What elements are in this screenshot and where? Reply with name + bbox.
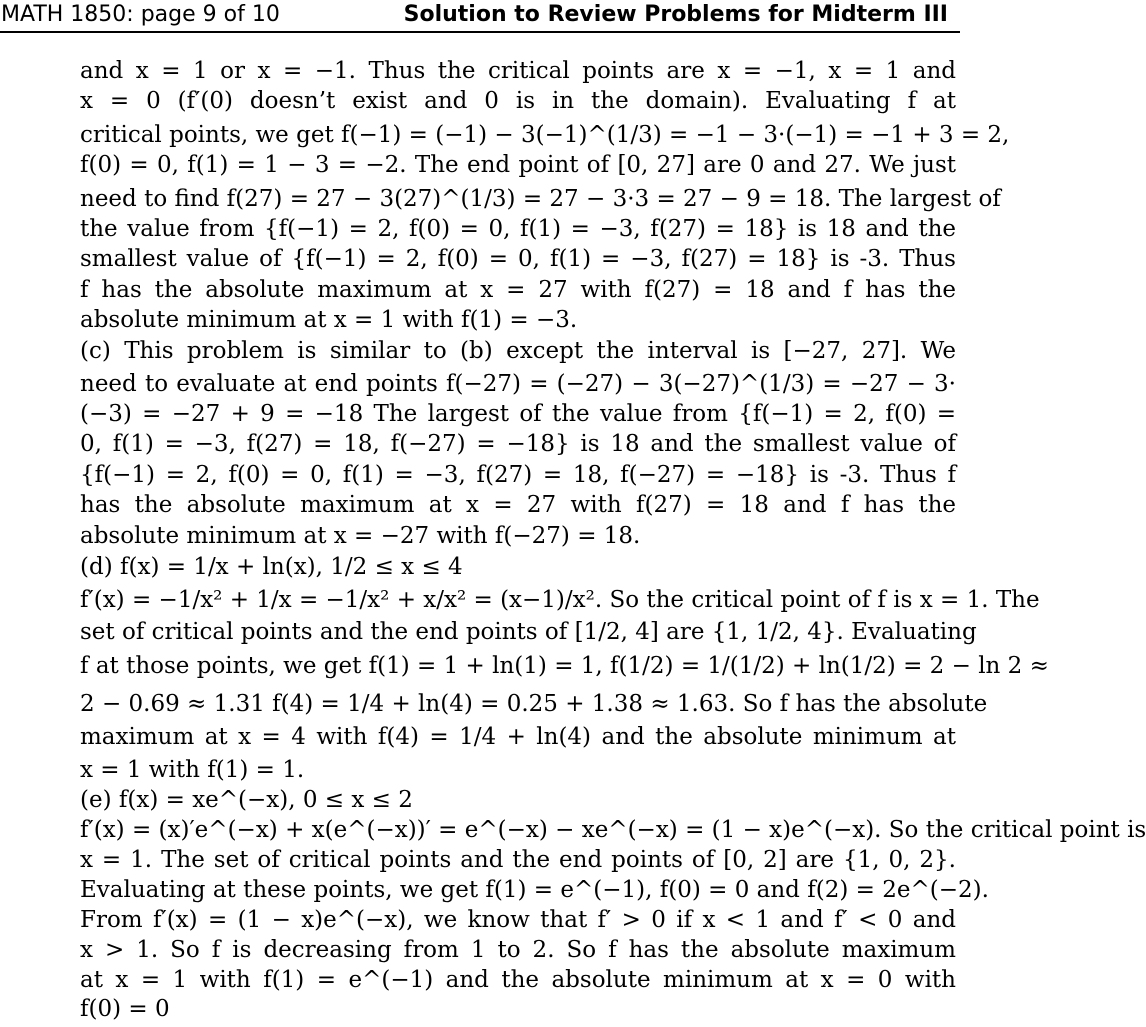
text-line: From f′(x) = (1 − x)e^(−x), we know that f′ > 0 if x < 1 and f′ < 0 and xyxy=(80,907,956,933)
text-line: f′(x) = (x)′e^(−x) + x(e^(−x))′ = e^(−x) − xe^(−x) = (1 − x)e^(−x). So the critical point is xyxy=(80,817,1146,843)
text-line: 0, f(1) = −3, f(27) = 18, f(−27) = −18} is 18 and the smallest value of xyxy=(80,431,956,457)
text-line: absolute minimum at x = 1 with f(1) = −3. xyxy=(80,307,578,333)
text-line: has the absolute maximum at x = 27 with f(27) = 18 and f has the xyxy=(80,492,956,518)
text-line: x = 1. The set of critical points and the end points of [0, 2] are {1, 0, 2}. xyxy=(80,847,956,873)
text-line: need to find f(27) = 27 − 3(27)^(1/3) = 27 − 3·3 = 27 − 9 = 18. The largest of xyxy=(80,186,1001,212)
text-line: (e) f(x) = xe^(−x), 0 ≤ x ≤ 2 xyxy=(80,787,413,813)
text-line: 2 − 0.69 ≈ 1.31 f(4) = 1/4 + ln(4) = 0.25 + 1.38 ≈ 1.63. So f has the absolute xyxy=(80,691,988,717)
text-line: x = 1 with f(1) = 1. xyxy=(80,757,305,783)
text-line: f′(x) = −1/x² + 1/x = −1/x² + x/x² = (x−1)/x². So the critical point of f is x = 1. The xyxy=(80,587,1040,613)
text-line: Evaluating at these points, we get f(1) = e^(−1), f(0) = 0 and f(2) = 2e^(−2). xyxy=(80,877,989,903)
text-line: (d) f(x) = 1/x + ln(x), 1/2 ≤ x ≤ 4 xyxy=(80,554,463,580)
header-left: MATH 1850: page 9 of 10 xyxy=(1,2,280,27)
text-line: at x = 1 with f(1) = e^(−1) and the absolute minimum at x = 0 with xyxy=(80,967,956,993)
header-rule xyxy=(0,31,960,33)
text-line: (c) This problem is similar to (b) except the interval is [−27, 27]. We xyxy=(80,338,956,364)
text-line: maximum at x = 4 with f(4) = 1/4 + ln(4) and the absolute minimum at xyxy=(80,724,956,750)
text-line: f(0) = 0, f(1) = 1 − 3 = −2. The end point of [0, 27] are 0 and 27. We just xyxy=(80,152,956,178)
text-line: absolute minimum at x = −27 with f(−27) = 18. xyxy=(80,523,641,549)
text-line: need to evaluate at end points f(−27) = (−27) − 3(−27)^(1/3) = −27 − 3· xyxy=(80,371,956,397)
header-right: Solution to Review Problems for Midterm III xyxy=(403,2,948,27)
text-line: the value from {f(−1) = 2, f(0) = 0, f(1) = −3, f(27) = 18} is 18 and the xyxy=(80,216,956,242)
text-line: f(0) = 0 xyxy=(80,996,170,1022)
text-line: (−3) = −27 + 9 = −18 The largest of the value from {f(−1) = 2, f(0) = xyxy=(80,401,956,427)
text-line: critical points, we get f(−1) = (−1) − 3(−1)^(1/3) = −1 − 3·(−1) = −1 + 3 = 2, xyxy=(80,122,1010,148)
text-line: f has the absolute maximum at x = 27 with f(27) = 18 and f has the xyxy=(80,277,956,303)
text-line: smallest value of {f(−1) = 2, f(0) = 0, f(1) = −3, f(27) = 18} is -3. Thus xyxy=(80,246,956,272)
text-line: x = 0 (f′(0) doesn’t exist and 0 is in the domain). Evaluating f at xyxy=(80,88,956,114)
text-line: set of critical points and the end points of [1/2, 4] are {1, 1/2, 4}. Evaluating xyxy=(80,619,977,645)
text-line: f at those points, we get f(1) = 1 + ln(1) = 1, f(1/2) = 1/(1/2) + ln(1/2) = 2 − ln 2 ≈ xyxy=(80,653,1049,679)
text-line: {f(−1) = 2, f(0) = 0, f(1) = −3, f(27) = 18, f(−27) = −18} is -3. Thus f xyxy=(80,462,956,488)
page-header xyxy=(0,0,960,30)
text-line: x > 1. So f is decreasing from 1 to 2. So f has the absolute maximum xyxy=(80,937,956,963)
text-line: and x = 1 or x = −1. Thus the critical points are x = −1, x = 1 and xyxy=(80,58,956,84)
